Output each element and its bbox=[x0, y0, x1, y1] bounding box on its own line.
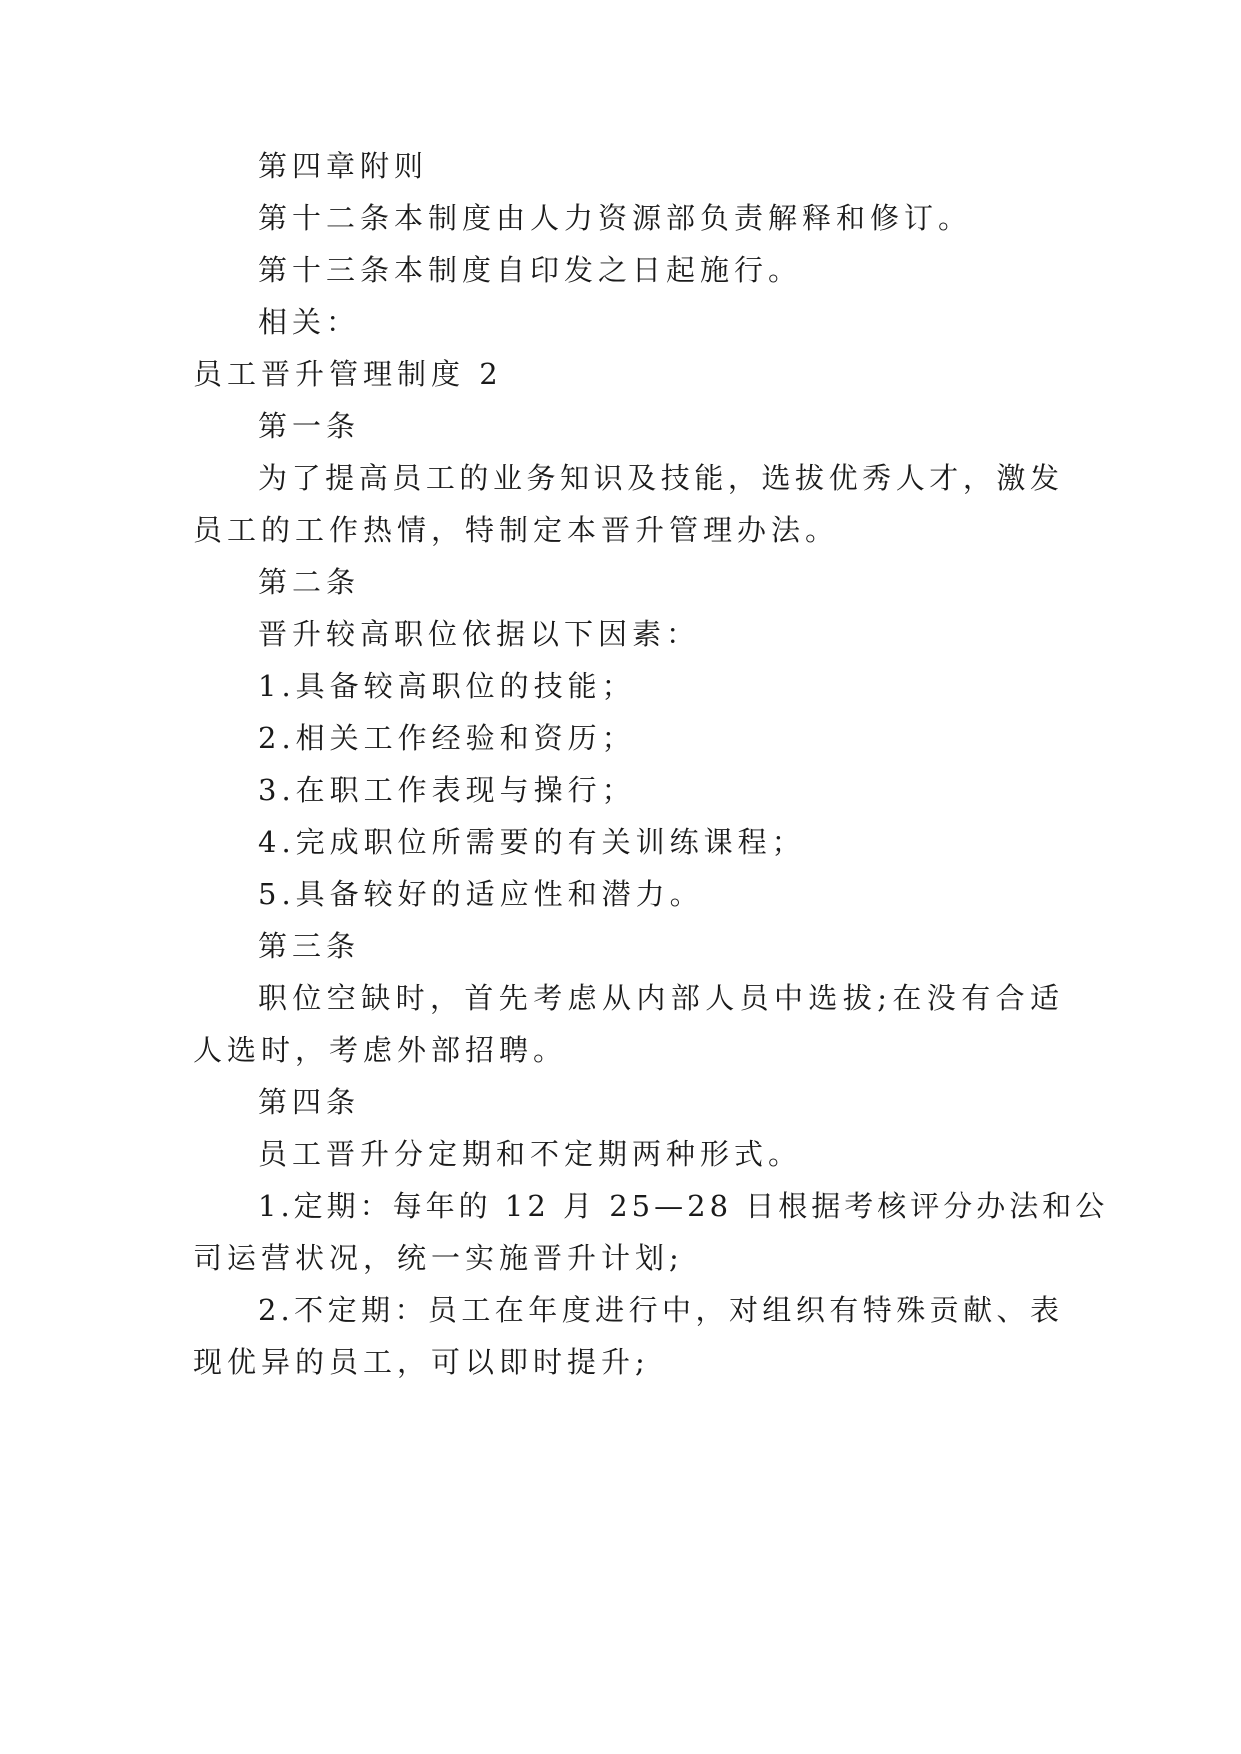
paragraph-line: 员工的工作热情，特制定本晋升管理办法。 bbox=[193, 513, 840, 547]
paragraph-line: 职位空缺时，首先考虑从内部人员中选拔;在没有合适 bbox=[258, 981, 1063, 1015]
list-item: 3.在职工作表现与操行； bbox=[258, 773, 636, 807]
paragraph-line: 2.不定期：员工在年度进行中，对组织有特殊贡献、表 bbox=[258, 1293, 1063, 1327]
article-heading-2: 第二条 bbox=[258, 565, 361, 599]
section-title: 员工晋升管理制度 2 bbox=[193, 357, 503, 391]
paragraph-line: 员工晋升分定期和不定期两种形式。 bbox=[258, 1137, 803, 1171]
article-heading-1: 第一条 bbox=[258, 409, 361, 443]
article-13: 第十三条本制度自印发之日起施行。 bbox=[258, 253, 803, 287]
article-heading-4: 第四条 bbox=[258, 1085, 361, 1119]
list-item: 5.具备较好的适应性和潜力。 bbox=[258, 877, 704, 911]
paragraph-line: 为了提高员工的业务知识及技能，选拔优秀人才，激发 bbox=[258, 461, 1063, 495]
paragraph-line: 1.定期：每年的 12 月 25—28 日根据考核评分办法和公 bbox=[258, 1189, 1109, 1223]
paragraph-line: 晋升较高职位依据以下因素： bbox=[258, 617, 701, 651]
paragraph-line: 人选时，考虑外部招聘。 bbox=[193, 1033, 568, 1067]
related-label: 相关： bbox=[258, 305, 361, 339]
paragraph-line: 司运营状况，统一实施晋升计划; bbox=[193, 1241, 684, 1275]
paragraph-line: 现优异的员工，可以即时提升; bbox=[193, 1345, 650, 1379]
chapter-heading: 第四章附则 bbox=[258, 149, 429, 183]
article-12: 第十二条本制度由人力资源部负责解释和修订。 bbox=[258, 201, 973, 235]
list-item: 4.完成职位所需要的有关训练课程； bbox=[258, 825, 806, 859]
list-item: 2.相关工作经验和资历； bbox=[258, 721, 636, 755]
list-item: 1.具备较高职位的技能； bbox=[258, 669, 636, 703]
article-heading-3: 第三条 bbox=[258, 929, 361, 963]
